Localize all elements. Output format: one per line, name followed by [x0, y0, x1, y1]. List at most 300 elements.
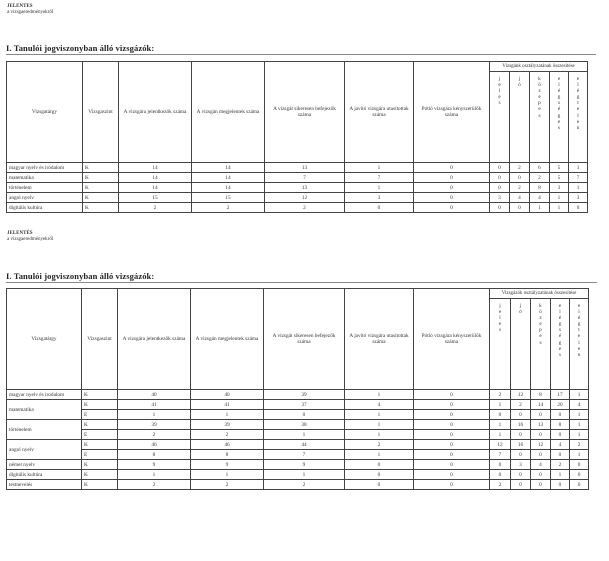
cell-grade-1: 3 — [511, 460, 531, 470]
cell-grade-0: 12 — [490, 440, 511, 450]
cell-applied: 2 — [118, 430, 191, 440]
cell-grade-4: 4 — [570, 400, 589, 410]
cell-makeup: 0 — [414, 440, 490, 450]
cell-grade-0: 7 — [490, 450, 511, 460]
cell-retake: 0 — [345, 460, 414, 470]
grade-letter: ö — [539, 309, 542, 316]
cell-grade-4: 1 — [570, 410, 589, 420]
grade-letter: e — [558, 303, 562, 309]
grade-header-label — [552, 76, 566, 131]
cell-appeared: 9 — [191, 460, 264, 470]
report-2-header — [7, 231, 53, 243]
grade-letter: e — [538, 106, 541, 113]
cell-grade-0: 3 — [490, 193, 510, 203]
cell-appeared: 14 — [192, 163, 265, 173]
cell-appeared: 40 — [191, 390, 264, 400]
grade-letter: e — [577, 345, 581, 352]
cell-passed: 2 — [264, 480, 345, 490]
cell-level: K — [83, 163, 119, 173]
report-2-rule — [6, 282, 597, 283]
table-row — [7, 183, 588, 193]
table-row — [7, 470, 589, 480]
cell-applied: 8 — [118, 450, 191, 460]
cell-grade-4: 2 — [570, 440, 589, 450]
grade-letter: s — [558, 327, 562, 334]
cell-applied: 41 — [118, 400, 191, 410]
cell-grade-4: 1 — [569, 183, 588, 193]
report-1-header-title: JELENTES — [7, 4, 33, 9]
grade-letter: e — [576, 118, 580, 125]
cell-makeup: 0 — [414, 163, 490, 173]
column-header-applied: A vizsgára jelentkezők száma — [119, 62, 192, 163]
cell-grade-3: 1 — [550, 203, 569, 213]
cell-grade-3: 1 — [550, 193, 569, 203]
report-1-section-title: I. Tanulói jogviszonyban álló vizsgázók: — [6, 43, 155, 53]
cell-subject: angol nyelv — [7, 440, 82, 460]
cell-grade-4: 7 — [569, 173, 588, 183]
grade-letter: e — [577, 303, 581, 309]
grade-letter: j — [499, 303, 501, 309]
cell-makeup: 0 — [414, 390, 490, 400]
cell-grade-2: 0 — [531, 470, 551, 480]
cell-subject: digitális kultúra — [7, 470, 82, 480]
cell-grade-3: 3 — [550, 183, 569, 193]
cell-subject: matematika — [7, 400, 82, 420]
cell-grade-4: 0 — [569, 203, 588, 213]
cell-grade-0: 0 — [490, 203, 510, 213]
grade-letter: l — [578, 309, 580, 316]
cell-retake: 1 — [345, 183, 414, 193]
cell-appeared: 39 — [191, 420, 264, 430]
cell-passed: 37 — [264, 400, 345, 410]
cell-level: K — [83, 203, 119, 213]
cell-passed: 0 — [264, 410, 345, 420]
cell-applied: 1 — [118, 470, 191, 480]
cell-grade-0: 1 — [490, 420, 511, 430]
cell-appeared: 8 — [191, 450, 264, 460]
cell-passed: 7 — [264, 450, 345, 460]
report-2-header-subtitle: a vizsgaeredményekről — [7, 237, 54, 242]
grade-letter: e — [557, 76, 561, 82]
grade-letter: e — [498, 94, 501, 101]
cell-subject: történelem — [7, 420, 82, 440]
grade-letter: t — [578, 327, 580, 334]
column-header-summary: Vizsgázók osztályzatának összesítése — [490, 289, 589, 299]
cell-grade-1: 0 — [510, 203, 530, 213]
header-row — [7, 62, 588, 72]
cell-retake: 1 — [345, 430, 414, 440]
cell-passed: 44 — [264, 440, 345, 450]
cell-subject: testnevelés — [7, 480, 82, 490]
cell-passed: 39 — [264, 390, 345, 400]
grade-header-label — [492, 76, 507, 106]
cell-retake: 1 — [345, 420, 414, 430]
cell-grade-4: 1 — [570, 450, 589, 460]
table-row — [7, 193, 588, 203]
column-header-retake: A javító vizsgára utasítottak száma — [345, 289, 414, 390]
cell-retake: 1 — [345, 390, 414, 400]
cell-appeared: 2 — [191, 430, 264, 440]
column-header-level: Vizsgaszint — [83, 62, 119, 163]
cell-grade-0: 0 — [490, 173, 510, 183]
table-row — [7, 400, 589, 410]
grade-letter: p — [539, 327, 542, 334]
grade-letter: g — [557, 94, 561, 101]
grade-letter: s — [498, 100, 501, 107]
cell-grade-3: 20 — [551, 400, 570, 410]
cell-grade-4: 1 — [570, 420, 589, 430]
grade-letter: g — [576, 94, 580, 101]
cell-grade-4: 0 — [570, 470, 589, 480]
cell-level: E — [82, 450, 118, 460]
cell-applied: 1 — [118, 410, 191, 420]
cell-applied: 39 — [118, 420, 191, 430]
table-row — [7, 203, 588, 213]
cell-grade-2: 14 — [531, 400, 551, 410]
cell-grade-2: 0 — [531, 450, 551, 460]
cell-grade-4: 3 — [569, 193, 588, 203]
grade-letter: l — [559, 309, 561, 316]
grade-letter: g — [557, 112, 561, 119]
cell-passed: 9 — [264, 460, 345, 470]
cell-subject: matematika — [7, 173, 83, 183]
grade-letter: e — [538, 94, 541, 101]
cell-grade-3: 0 — [551, 430, 570, 440]
cell-level: K — [82, 420, 118, 430]
grade-letter: j — [498, 76, 501, 82]
grade-header-label — [571, 76, 585, 131]
grade-header-1 — [511, 299, 531, 390]
cell-level: K — [82, 480, 118, 490]
cell-retake: 3 — [345, 193, 414, 203]
grade-letter: e — [577, 333, 581, 340]
cell-makeup: 0 — [414, 193, 490, 203]
table-row — [7, 460, 589, 470]
grade-letter: é — [576, 88, 580, 95]
header-row — [7, 289, 589, 299]
grade-letter: é — [558, 315, 562, 322]
cell-grade-2: 6 — [530, 163, 550, 173]
cell-grade-2: 4 — [531, 460, 551, 470]
cell-subject: német nyelv — [7, 460, 82, 470]
cell-applied: 15 — [119, 193, 192, 203]
grade-letter: e — [539, 333, 542, 340]
cell-passed: 13 — [265, 183, 345, 193]
cell-passed: 13 — [265, 163, 345, 173]
cell-makeup: 0 — [414, 470, 490, 480]
cell-appeared: 1 — [191, 410, 264, 420]
grade-header-1 — [510, 72, 530, 163]
cell-applied: 14 — [119, 183, 192, 193]
cell-retake: 0 — [345, 470, 414, 480]
column-header-applied: A vizsgára jelentkezők száma — [118, 289, 191, 390]
cell-grade-0: 1 — [490, 430, 511, 440]
column-header-makeup: Pótló vizsgára kényszerülők száma — [414, 62, 490, 163]
grade-letter: j — [518, 76, 521, 82]
cell-grade-1: 0 — [511, 480, 531, 490]
cell-applied: 46 — [118, 440, 191, 450]
grade-letter: s — [538, 112, 541, 119]
table-row — [7, 450, 589, 460]
grade-letter: l — [498, 88, 501, 95]
grade-letter: e — [558, 345, 562, 352]
cell-subject: digitális kultúra — [7, 203, 83, 213]
table-row — [7, 430, 589, 440]
cell-grade-2: 8 — [531, 390, 551, 400]
grade-letter: e — [539, 321, 542, 328]
grade-letter: l — [577, 112, 579, 119]
cell-grade-4: 1 — [570, 390, 589, 400]
grade-letter: p — [538, 100, 541, 107]
cell-grade-2: 2 — [530, 173, 550, 183]
grade-letter: é — [558, 333, 562, 340]
table-row — [7, 480, 589, 490]
cell-grade-2: 4 — [530, 193, 550, 203]
grade-letter: n — [577, 351, 581, 358]
cell-grade-2: 13 — [531, 420, 551, 430]
cell-grade-4: 1 — [570, 430, 589, 440]
grade-letter: k — [538, 76, 541, 82]
cell-retake: 7 — [345, 173, 414, 183]
cell-grade-0: 0 — [490, 460, 511, 470]
grade-header-label — [553, 303, 567, 358]
column-header-summary: Vizsgánk osztályzatának összesítése — [490, 62, 588, 72]
column-header-passed: A vizsgát sikeresen befejezők száma — [264, 289, 345, 390]
cell-level: K — [83, 193, 119, 203]
cell-grade-3: 4 — [551, 440, 570, 450]
grade-letter: s — [498, 327, 502, 334]
grade-letter: j — [519, 303, 522, 309]
table-row — [7, 420, 589, 430]
cell-grade-2: 12 — [531, 440, 551, 450]
cell-grade-0: 1 — [490, 400, 511, 410]
cell-grade-3: 5 — [550, 173, 569, 183]
cell-grade-3: 5 — [550, 163, 569, 173]
cell-grade-4: 0 — [570, 460, 589, 470]
grade-letter: z — [539, 315, 542, 322]
grade-letter: é — [557, 106, 561, 113]
grade-letter: ó — [518, 82, 521, 89]
table-row — [7, 390, 589, 400]
grade-header-2 — [531, 299, 551, 390]
grade-header-3 — [551, 299, 570, 390]
cell-applied: 2 — [119, 203, 192, 213]
grade-letter: l — [578, 339, 580, 346]
grade-letter: e — [576, 76, 580, 82]
cell-grade-0: 0 — [490, 163, 510, 173]
cell-applied: 14 — [119, 163, 192, 173]
cell-passed: 12 — [265, 193, 345, 203]
cell-level: K — [82, 440, 118, 450]
grade-letter: n — [576, 124, 580, 131]
cell-grade-1: 0 — [511, 410, 531, 420]
cell-passed: 1 — [264, 470, 345, 480]
column-header-appeared: A vizsgán megjelentek száma — [192, 62, 265, 163]
cell-grade-0: 0 — [490, 183, 510, 193]
cell-grade-2: 0 — [531, 410, 551, 420]
cell-passed: 38 — [264, 420, 345, 430]
grade-header-label — [533, 303, 548, 346]
cell-level: E — [82, 410, 118, 420]
table-row — [7, 173, 588, 183]
cell-retake: 1 — [345, 450, 414, 460]
report-1-header-subtitle: a vizsgaeredményekről — [7, 10, 54, 15]
grade-letter: é — [557, 88, 561, 95]
grade-letter: g — [558, 339, 562, 346]
cell-makeup: 0 — [414, 420, 490, 430]
grade-header-0 — [490, 72, 510, 163]
cell-grade-0: 0 — [490, 410, 511, 420]
cell-retake: 1 — [345, 410, 414, 420]
cell-makeup: 0 — [414, 460, 490, 470]
cell-level: K — [82, 390, 118, 400]
grade-letter: z — [538, 88, 541, 95]
grade-letter: g — [577, 321, 581, 328]
grade-letter: ó — [519, 309, 522, 316]
grade-letter: l — [558, 82, 560, 89]
grade-letter: k — [539, 303, 542, 309]
table-row — [7, 410, 589, 420]
cell-retake: 0 — [345, 480, 414, 490]
cell-makeup: 0 — [414, 410, 490, 420]
cell-grade-1: 2 — [510, 163, 530, 173]
cell-appeared: 15 — [192, 193, 265, 203]
cell-appeared: 14 — [192, 173, 265, 183]
column-header-subject: Vizsgatárgy — [7, 289, 82, 390]
cell-grade-1: 16 — [511, 440, 531, 450]
report-1-header — [7, 4, 53, 16]
grade-letter: e — [557, 118, 561, 125]
grade-header-label — [512, 76, 527, 88]
grade-letter: l — [499, 315, 501, 322]
report-2-table — [6, 288, 589, 490]
cell-applied: 2 — [118, 480, 191, 490]
grade-letter: l — [577, 82, 579, 89]
grade-letter: s — [558, 351, 562, 358]
grade-letter: s — [557, 124, 561, 131]
grade-letter: e — [498, 321, 502, 328]
cell-applied: 9 — [118, 460, 191, 470]
grade-header-0 — [490, 299, 511, 390]
cell-applied: 14 — [119, 173, 192, 183]
report-2-section-title: I. Tanulói jogviszonyban álló vizsgázók: — [6, 271, 155, 281]
cell-grade-1: 2 — [511, 400, 531, 410]
grade-header-3 — [550, 72, 569, 163]
cell-retake: 0 — [345, 203, 414, 213]
cell-level: K — [83, 173, 119, 183]
grade-header-4 — [570, 299, 589, 390]
column-header-appeared: A vizsgán megjelentek száma — [191, 289, 264, 390]
grade-letter: e — [498, 309, 502, 316]
cell-appeared: 41 — [191, 400, 264, 410]
cell-grade-0: 2 — [490, 390, 511, 400]
cell-grade-3: 8 — [551, 420, 570, 430]
grade-letter: t — [577, 100, 579, 107]
cell-level: K — [82, 460, 118, 470]
cell-makeup: 0 — [414, 480, 490, 490]
cell-applied: 40 — [118, 390, 191, 400]
column-header-makeup: Pótló vizsgára kényszerülők száma — [414, 289, 490, 390]
cell-makeup: 0 — [414, 400, 490, 410]
cell-grade-4: 1 — [569, 163, 588, 173]
cell-grade-3: 17 — [551, 390, 570, 400]
grade-header-label — [572, 303, 586, 358]
grade-letter: ö — [538, 82, 541, 89]
cell-grade-1: 0 — [511, 430, 531, 440]
cell-grade-1: 0 — [511, 470, 531, 480]
cell-grade-3: 0 — [551, 450, 570, 460]
cell-appeared: 2 — [192, 203, 265, 213]
grade-letter: g — [558, 321, 562, 328]
cell-appeared: 14 — [192, 183, 265, 193]
column-header-retake: A javító vizsgára utasítottak száma — [345, 62, 414, 163]
grade-letter: s — [557, 100, 561, 107]
table-row — [7, 440, 589, 450]
cell-appeared: 1 — [191, 470, 264, 480]
cell-grade-2: 0 — [531, 430, 551, 440]
cell-level: E — [82, 430, 118, 440]
column-header-passed: A vizsgát sikeresen befejezők száma — [265, 62, 345, 163]
cell-grade-3: 2 — [551, 460, 570, 470]
cell-subject: magyar nyelv és irodalom — [7, 390, 82, 400]
cell-grade-1: 16 — [511, 420, 531, 430]
cell-makeup: 0 — [414, 183, 490, 193]
report-1-rule — [6, 54, 596, 55]
cell-grade-3: 0 — [551, 410, 570, 420]
grade-letter: e — [498, 82, 501, 89]
cell-grade-1: 12 — [511, 390, 531, 400]
column-header-subject: Vizsgatárgy — [7, 62, 83, 163]
cell-subject: magyar nyelv és irodalom — [7, 163, 83, 173]
cell-subject: angol nyelv — [7, 193, 83, 203]
grade-letter: s — [539, 339, 542, 346]
cell-makeup: 0 — [414, 173, 490, 183]
report-1-table — [6, 61, 588, 213]
cell-grade-2: 1 — [530, 203, 550, 213]
cell-grade-0: 0 — [490, 470, 511, 480]
cell-grade-3: 0 — [551, 480, 570, 490]
cell-grade-3: 1 — [551, 470, 570, 480]
cell-makeup: 0 — [414, 203, 490, 213]
column-header-level: Vizsgaszint — [82, 289, 118, 390]
grade-letter: é — [577, 315, 581, 322]
cell-level: K — [83, 183, 119, 193]
cell-makeup: 0 — [414, 450, 490, 460]
grade-header-label — [513, 303, 528, 315]
cell-passed: 2 — [265, 203, 345, 213]
cell-appeared: 46 — [191, 440, 264, 450]
cell-appeared: 2 — [191, 480, 264, 490]
cell-level: K — [82, 400, 118, 410]
cell-passed: 1 — [264, 430, 345, 440]
cell-grade-2: 0 — [531, 480, 551, 490]
cell-grade-1: 4 — [510, 193, 530, 203]
cell-subject: történelem — [7, 183, 83, 193]
grade-header-4 — [569, 72, 588, 163]
grade-header-2 — [530, 72, 550, 163]
cell-retake: 2 — [345, 440, 414, 450]
cell-grade-0: 2 — [490, 480, 511, 490]
cell-grade-2: 8 — [530, 183, 550, 193]
cell-grade-1: 2 — [510, 183, 530, 193]
grade-header-label — [492, 303, 508, 333]
table-row — [7, 163, 588, 173]
cell-passed: 7 — [265, 173, 345, 183]
cell-makeup: 0 — [414, 430, 490, 440]
report-2-header-title: JELENTÉS — [7, 231, 33, 236]
cell-level: K — [82, 470, 118, 480]
cell-retake: 1 — [345, 163, 414, 173]
